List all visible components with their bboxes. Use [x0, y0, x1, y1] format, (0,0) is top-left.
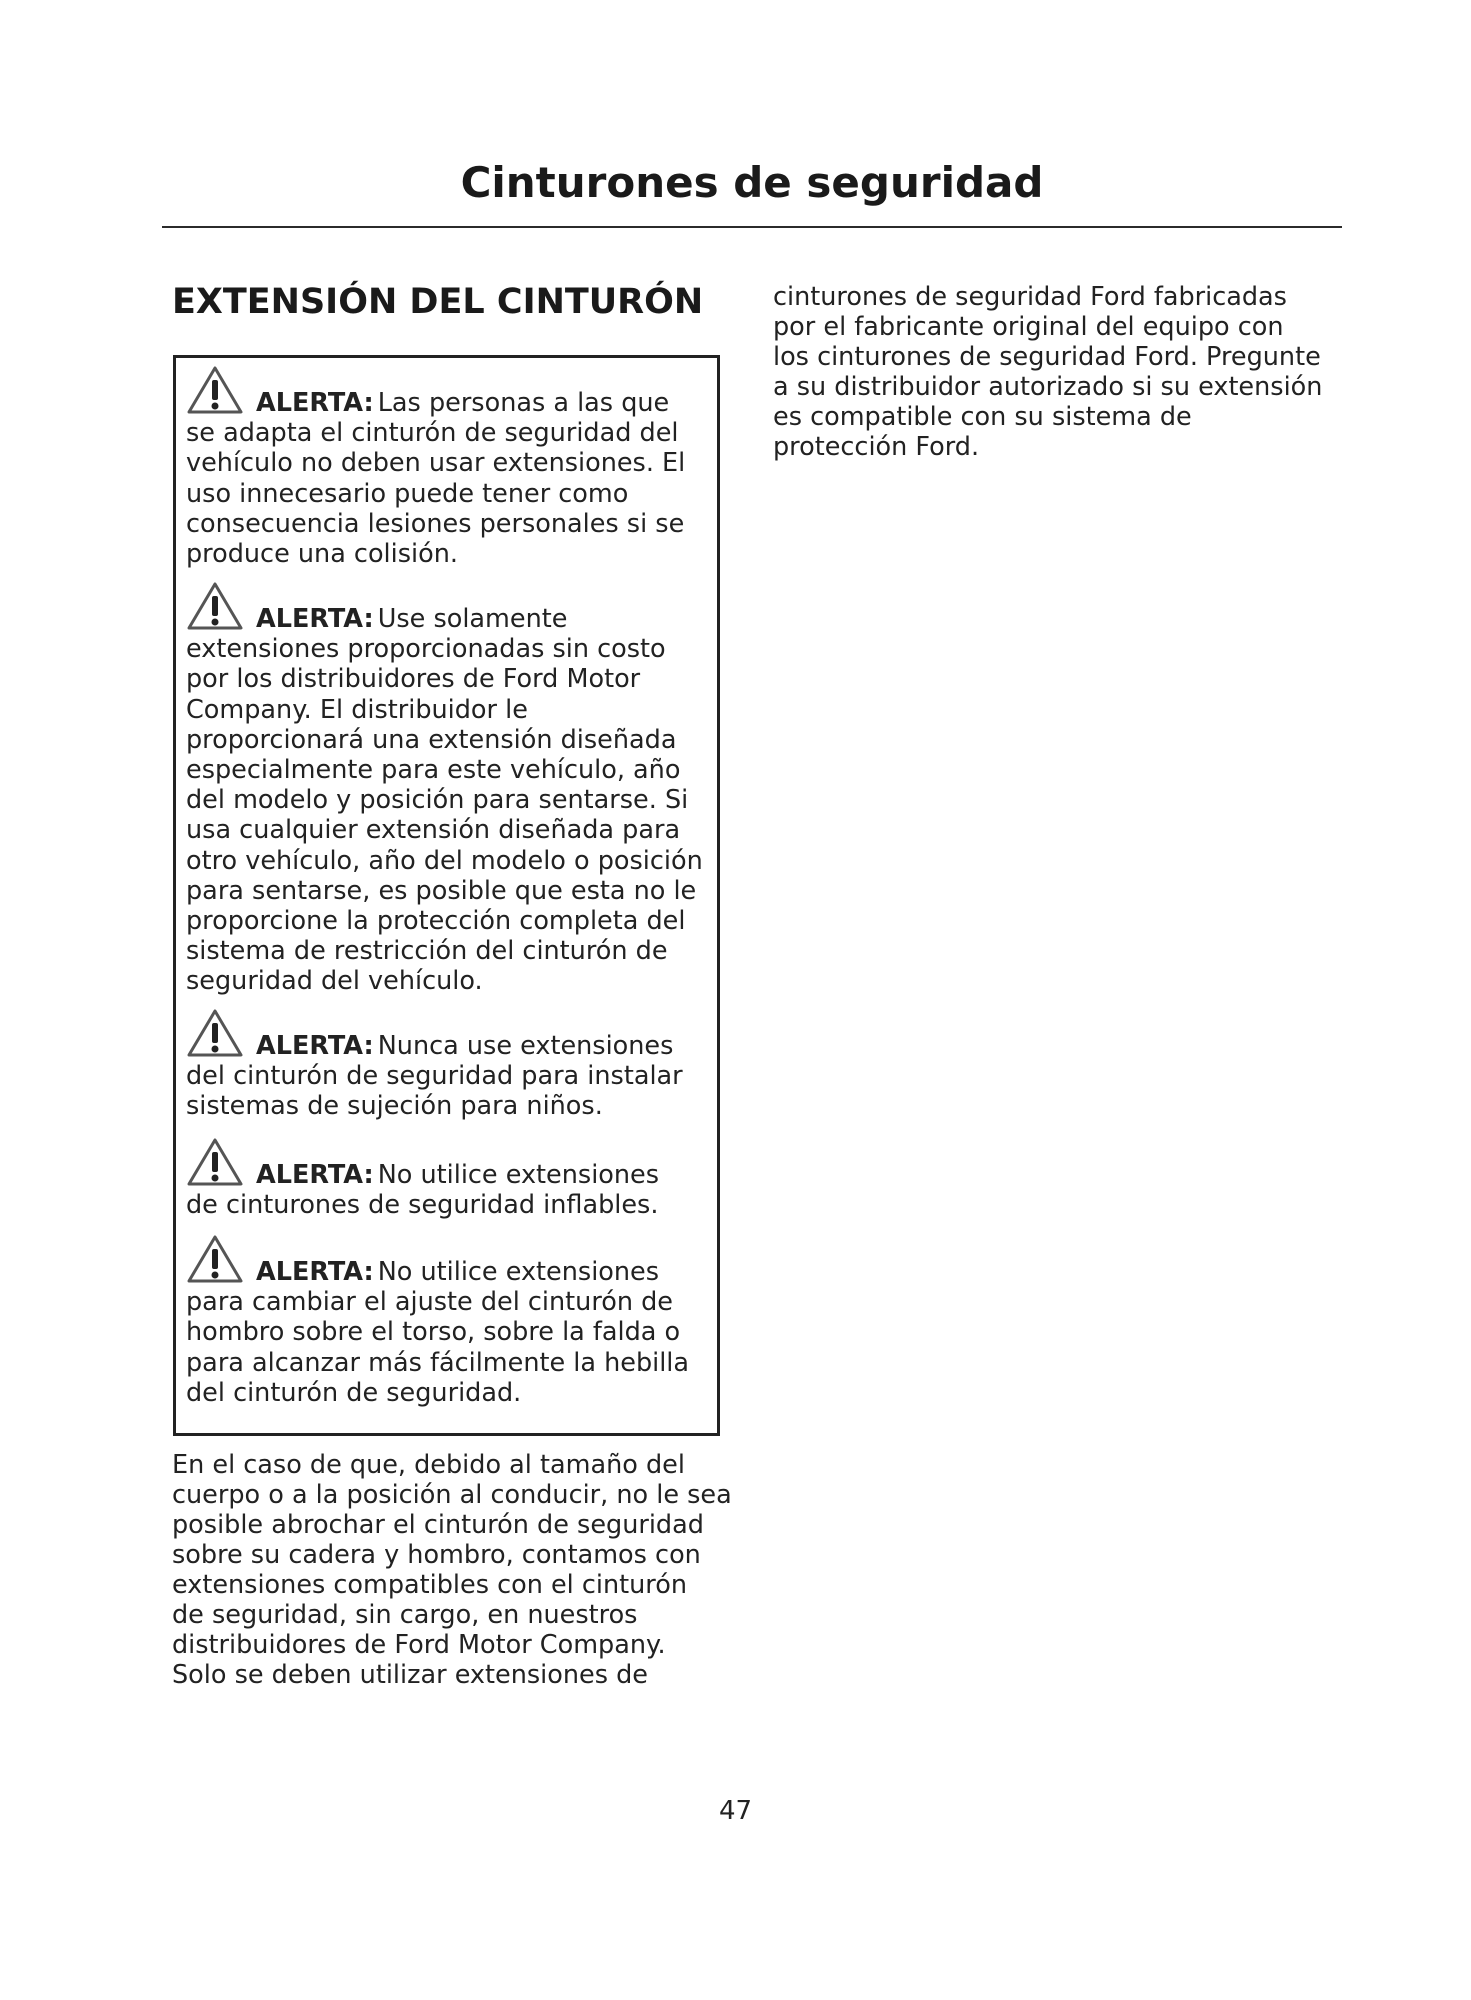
- warning-item: [186, 1008, 716, 1122]
- warning-text-line: Nunca use extensiones: [377, 1031, 674, 1061]
- paragraph-line: protección Ford.: [773, 432, 980, 462]
- warning-text-line: se adapta el cinturón de seguridad del: [186, 418, 679, 449]
- paragraph-line: por el fabricante original del equipo con: [773, 312, 1284, 342]
- warning-text-line: No utilice extensiones: [377, 1257, 660, 1287]
- warning-text-line: Las personas a las que: [377, 388, 670, 418]
- warning-text-line: consecuencia lesiones personales si se: [186, 508, 685, 539]
- warning-text-line: sistemas de sujeción para niños.: [186, 1091, 603, 1122]
- warning-first-line: [186, 1008, 716, 1061]
- warning-triangle-icon: [186, 365, 244, 415]
- paragraph-line: En el caso de que, debido al tamaño del: [172, 1450, 685, 1480]
- paragraph-line: los cinturones de seguridad Ford. Pregunte: [773, 342, 1321, 372]
- paragraph-line: de seguridad, sin cargo, en nuestros: [172, 1600, 638, 1630]
- warning-text-line: para alcanzar más fácilmente la hebilla: [186, 1347, 690, 1378]
- warning-text-line: otro vehículo, año del modelo o posición: [186, 845, 703, 876]
- page-title: Cinturones de seguridad: [460, 158, 1044, 207]
- warning-text-line: del cinturón de seguridad.: [186, 1377, 522, 1408]
- warning-label: ALERTA:: [256, 388, 374, 418]
- warning-item: [186, 365, 716, 569]
- paragraph-line: es compatible con su sistema de: [773, 402, 1192, 432]
- paragraph-line: posible abrochar el cinturón de seguridad: [172, 1510, 704, 1540]
- warning-first-line: [186, 581, 716, 634]
- warning-text-line: de cinturones de seguridad inflables.: [186, 1190, 659, 1221]
- warning-text-line: del modelo y posición para sentarse. Si: [186, 785, 689, 816]
- warning-text-line: seguridad del vehículo.: [186, 966, 483, 997]
- warning-text-line: proporcionará una extensión diseñada: [186, 724, 677, 755]
- warning-label: ALERTA:: [256, 1257, 374, 1287]
- warning-text-line: hombro sobre el torso, sobre la falda o: [186, 1317, 681, 1348]
- paragraph-line: Solo se deben utilizar extensiones de: [172, 1660, 648, 1690]
- warning-text-line: vehículo no deben usar extensiones. El: [186, 448, 686, 479]
- paragraph-line: cinturones de seguridad Ford fabricadas: [773, 282, 1287, 312]
- warning-triangle-icon: [186, 1234, 244, 1284]
- body-paragraph-right: [773, 282, 1343, 462]
- warning-first-line: [186, 1137, 716, 1190]
- warning-first-line: [186, 1234, 716, 1287]
- warning-text-line: No utilice extensiones: [377, 1160, 660, 1190]
- warning-text-line: por los distribuidores de Ford Motor: [186, 664, 641, 695]
- warning-text-line: proporcione la protección completa del: [186, 906, 686, 937]
- paragraph-line: sobre su cadera y hombro, contamos con: [172, 1540, 701, 1570]
- warning-label: ALERTA:: [256, 604, 374, 634]
- warning-triangle-icon: [186, 1137, 244, 1187]
- warning-item: [186, 1137, 716, 1220]
- warning-label: ALERTA:: [256, 1160, 374, 1190]
- warning-item: [186, 581, 716, 997]
- page-number: 47: [718, 1796, 753, 1826]
- warning-item: [186, 1234, 716, 1408]
- paragraph-line: distribuidores de Ford Motor Company.: [172, 1630, 666, 1660]
- warning-text-line: Company. El distribuidor le: [186, 694, 528, 725]
- warning-triangle-icon: [186, 581, 244, 631]
- warning-text-line: sistema de restricción del cinturón de: [186, 936, 668, 967]
- paragraph-line: a su distribuidor autorizado si su extensión: [773, 372, 1323, 402]
- warning-first-line: [186, 365, 716, 418]
- warning-text-line: Use solamente: [377, 604, 568, 634]
- warning-text-line: para cambiar el ajuste del cinturón de: [186, 1287, 673, 1318]
- body-paragraph-left: [172, 1450, 732, 1690]
- warning-text-line: para sentarse, es posible que esta no le: [186, 875, 697, 906]
- warning-text-line: uso innecesario puede tener como: [186, 478, 629, 509]
- warning-label: ALERTA:: [256, 1031, 374, 1061]
- warning-text-line: usa cualquier extensión diseñada para: [186, 815, 681, 846]
- title-divider: [162, 226, 1342, 228]
- warning-triangle-icon: [186, 1008, 244, 1058]
- warning-text-line: del cinturón de seguridad para instalar: [186, 1061, 683, 1092]
- paragraph-line: cuerpo o a la posición al conducir, no le sea: [172, 1480, 732, 1510]
- warning-text-line: produce una colisión.: [186, 539, 458, 570]
- warning-text-line: extensiones proporcionadas sin costo: [186, 634, 666, 665]
- warning-text-line: especialmente para este vehículo, año: [186, 755, 681, 786]
- paragraph-line: extensiones compatibles con el cinturón: [172, 1570, 687, 1600]
- section-heading: EXTENSIÓN DEL CINTURÓN: [172, 282, 704, 322]
